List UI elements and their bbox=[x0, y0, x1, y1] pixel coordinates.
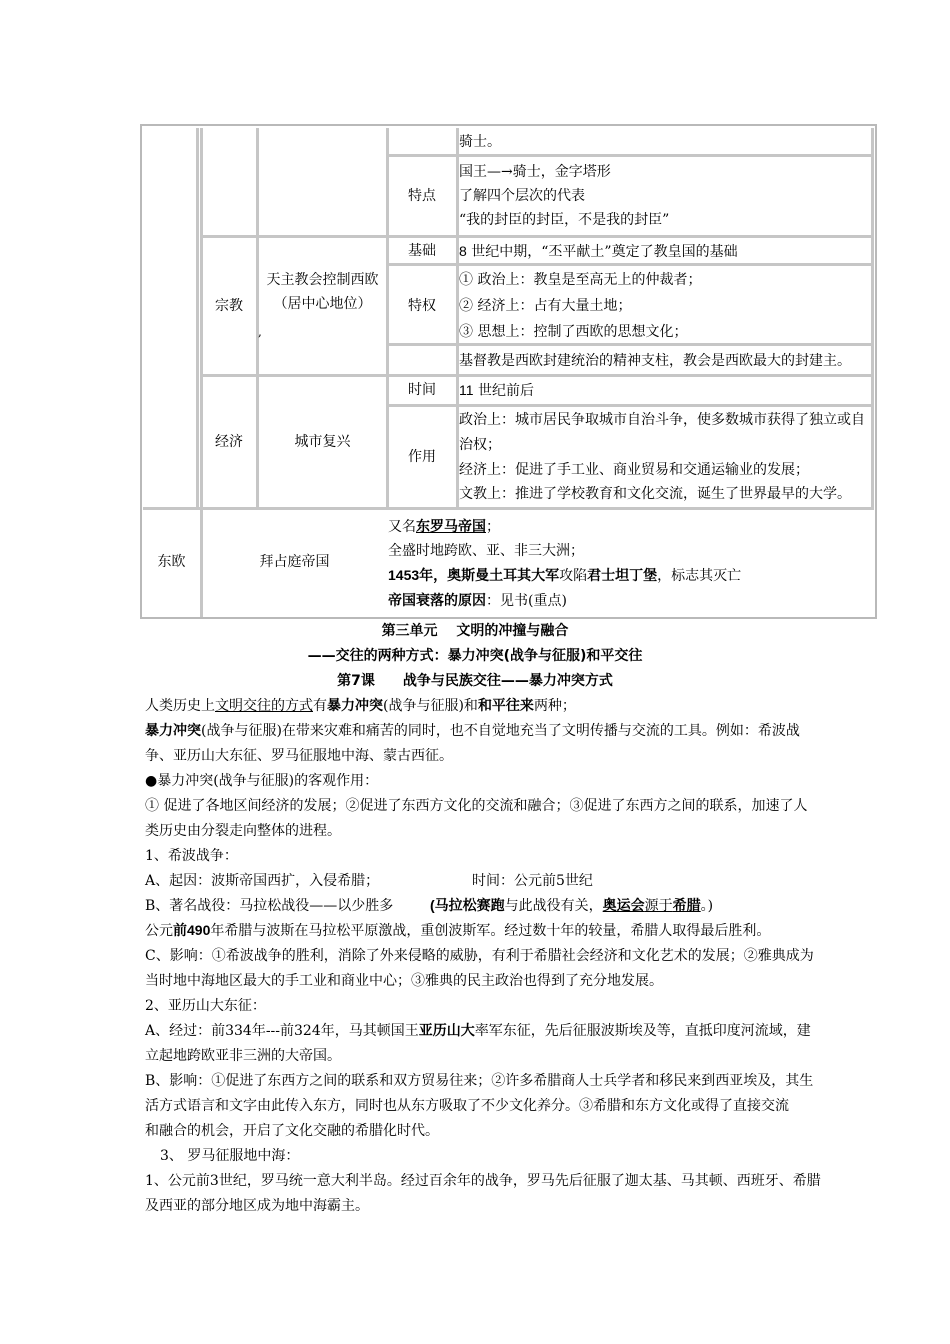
effect-line: 政治上：城市居民争取城市自治斗争，使多数城市获得了独立或自 bbox=[459, 412, 865, 428]
effect-line: 治权； bbox=[459, 437, 501, 453]
body-line: C、影响：①希波战争的胜利，消除了外来侵略的威胁，有利于希腊社会经济和文化艺术的发展；②雅典成为 bbox=[145, 948, 814, 964]
text-bold-underlined: 希腊 bbox=[672, 897, 701, 913]
body-line: ●暴力冲突(战争与征服)的客观作用： bbox=[145, 773, 379, 789]
body-line: 争、亚历山大东征、罗马征服地中海、蒙古西征。 bbox=[145, 748, 453, 764]
text: (战争与征服)和 bbox=[383, 698, 478, 714]
privilege-line: ③ 思想上：控制了西欧的思想文化； bbox=[459, 324, 688, 340]
text-bold: 暴力冲突 bbox=[327, 697, 383, 713]
body-line: 2、亚历山大东征： bbox=[145, 998, 266, 1014]
basis-text bbox=[459, 239, 738, 264]
body-line: 和融合的机会，开启了文化交融的希腊化时代。 bbox=[145, 1123, 439, 1139]
lesson-heading: 第7课 战争与民族交往——暴力冲突方式 bbox=[337, 673, 613, 689]
body-line: B、著名战役：马拉松战役——以少胜多 bbox=[145, 898, 394, 914]
body-line: 3、 罗马征服地中海： bbox=[160, 1148, 300, 1164]
text-bold: 和平往来 bbox=[477, 697, 534, 713]
time-number: 11 bbox=[459, 382, 474, 398]
table-rule bbox=[196, 128, 199, 507]
body-line: A、起因：波斯帝国西扩，入侵希腊； bbox=[145, 873, 380, 889]
basis-label: 基础 bbox=[408, 243, 436, 259]
religion-desc: （居中心地位） bbox=[273, 296, 372, 312]
feature-line: 国王—→骑士，金字塔形 bbox=[459, 164, 611, 180]
east-alias-suffix: ； bbox=[486, 519, 500, 535]
text-bold: 暴力冲突 bbox=[145, 722, 201, 738]
effect-line: 文教上：推进了学校教育和文化交流，诞生了世界最早的大学。 bbox=[459, 486, 851, 502]
body-line bbox=[145, 1020, 811, 1040]
east-fall-year: 1453年，奥斯曼土耳其大军 bbox=[388, 567, 560, 583]
feature-line: “我的封臣的封臣，不是我的封臣” bbox=[459, 212, 670, 228]
text-bold: 亚历山大 bbox=[418, 1022, 475, 1038]
time-label: 时间 bbox=[408, 382, 436, 398]
time-text bbox=[459, 378, 534, 403]
religion-desc: 天主教会控制西欧 bbox=[266, 272, 379, 288]
table-rule bbox=[200, 374, 874, 377]
body-line bbox=[430, 895, 713, 915]
economy-label: 经济 bbox=[215, 434, 243, 450]
privilege-line: ① 政治上：教皇是至高无上的仲裁者； bbox=[459, 272, 702, 288]
effect-line: 经济上：促进了手工业、商业贸易和交通运输业的发展； bbox=[459, 462, 809, 478]
time-desc: 世纪前后 bbox=[478, 383, 534, 399]
table-rule bbox=[386, 404, 874, 407]
east-alias-name: 东罗马帝国 bbox=[416, 518, 486, 534]
feature-label: 特点 bbox=[408, 188, 436, 204]
east-decline bbox=[388, 588, 567, 613]
east-extent: 全盛时地跨欧、亚、非三大洲； bbox=[388, 543, 584, 559]
text: 年希腊与波斯在马拉松平原激战，重创波斯军。经过数十年的较量，希腊人取得最后胜利。 bbox=[210, 923, 771, 939]
east-alias-prefix: 又名 bbox=[388, 519, 416, 535]
text: 率军东征，先后征服波斯埃及等，直抵印度河流域，建 bbox=[474, 1023, 811, 1039]
text-underlined: 文明交往的方式 bbox=[215, 698, 313, 714]
body-line bbox=[145, 695, 576, 715]
east-label: 东欧 bbox=[157, 554, 186, 570]
text: 两种； bbox=[533, 698, 576, 714]
east-fall-verb: 攻陷 bbox=[559, 568, 588, 584]
table-rule bbox=[143, 507, 874, 510]
body-line: B、影响：①促进了东西方之间的联系和双方贸易往来；②许多希腊商人士兵学者和移民来到西亚埃及，其生 bbox=[145, 1073, 814, 1089]
text: 公元 bbox=[145, 923, 173, 939]
privilege-label: 特权 bbox=[408, 298, 436, 314]
unit-subtitle: ——交往的两种方式：暴力冲突(战争与征服)和平交往 bbox=[307, 648, 643, 664]
unit-heading: 第三单元 文明的冲撞与融合 bbox=[381, 623, 569, 639]
east-fall-city: 君士坦丁堡 bbox=[587, 567, 658, 583]
east-empire: 拜占庭帝国 bbox=[259, 554, 330, 570]
text-bold: 前490 bbox=[173, 922, 211, 938]
body-line bbox=[145, 920, 770, 940]
body-line: 类历史由分裂走向整体的进程。 bbox=[145, 823, 341, 839]
basis-desc: 世纪中期，“丕平献土”奠定了教皇国的基础 bbox=[471, 244, 738, 260]
east-alias bbox=[388, 514, 500, 539]
text: (战争与征服)在带来灾难和痛苦的同时，也不自觉地充当了文明传播与交流的工具。例如：希波战 bbox=[201, 723, 800, 739]
text: 。) bbox=[700, 898, 714, 914]
religion-label: 宗教 bbox=[215, 298, 243, 314]
text: 人类历史上 bbox=[145, 698, 215, 714]
text-bold: (马拉松赛跑 bbox=[430, 897, 505, 913]
body-line: 立起地跨欧亚非三洲的大帝国。 bbox=[145, 1048, 341, 1064]
table-rule bbox=[200, 235, 874, 238]
knight-text: 骑士。 bbox=[459, 134, 501, 150]
text: 与此战役有关， bbox=[504, 898, 603, 914]
economy-desc: 城市复兴 bbox=[294, 434, 351, 450]
body-line bbox=[145, 720, 800, 740]
body-line: 1、希波战争： bbox=[145, 848, 238, 864]
table-rule bbox=[386, 154, 874, 157]
east-fall-suffix: ，标志其灭亡 bbox=[657, 568, 742, 584]
east-fall bbox=[388, 563, 741, 588]
stray-comma: , bbox=[258, 325, 262, 339]
body-line: 时间：公元前5世纪 bbox=[472, 873, 593, 889]
basis-number: 8 bbox=[459, 243, 467, 259]
body-line: 及西亚的部分地区成为地中海霸主。 bbox=[145, 1198, 369, 1214]
body-line: 活方式语言和文字由此传入东方，同时也从东方吸取了不少文化养分。③希腊和东方文化或得了直接交流 bbox=[145, 1098, 789, 1114]
text: A、经过：前334年---前324年，马其顿国王 bbox=[145, 1023, 419, 1039]
table-rule bbox=[871, 128, 874, 507]
church-summary: 基督教是西欧封建统治的精神支柱，教会是西欧最大的封建主。 bbox=[459, 353, 851, 369]
text: 有 bbox=[313, 698, 327, 714]
effect-label: 作用 bbox=[408, 449, 436, 465]
text-underlined: 源于 bbox=[644, 898, 673, 914]
body-line: 当时地中海地区最大的手工业和商业中心；③雅典的民主政治也得到了充分地发展。 bbox=[145, 973, 663, 989]
privilege-line: ② 经济上：占有大量土地； bbox=[459, 298, 632, 314]
body-line: ① 促进了各地区间经济的发展；②促进了东西方文化的交流和融合；③促进了东西方之间的联系，加速了人 bbox=[145, 798, 808, 814]
text-bold-underlined: 奥运会 bbox=[602, 897, 645, 913]
east-decline-rest: ：见书(重点) bbox=[486, 593, 567, 609]
body-line: 1、公元前3世纪，罗马统一意大利半岛。经过百余年的战争，罗马先后征服了迦太基、马其顿、西班牙、希腊 bbox=[145, 1173, 821, 1189]
east-decline-bold: 帝国衰落的原因 bbox=[388, 592, 486, 608]
feature-line: 了解四个层次的代表 bbox=[459, 188, 585, 204]
